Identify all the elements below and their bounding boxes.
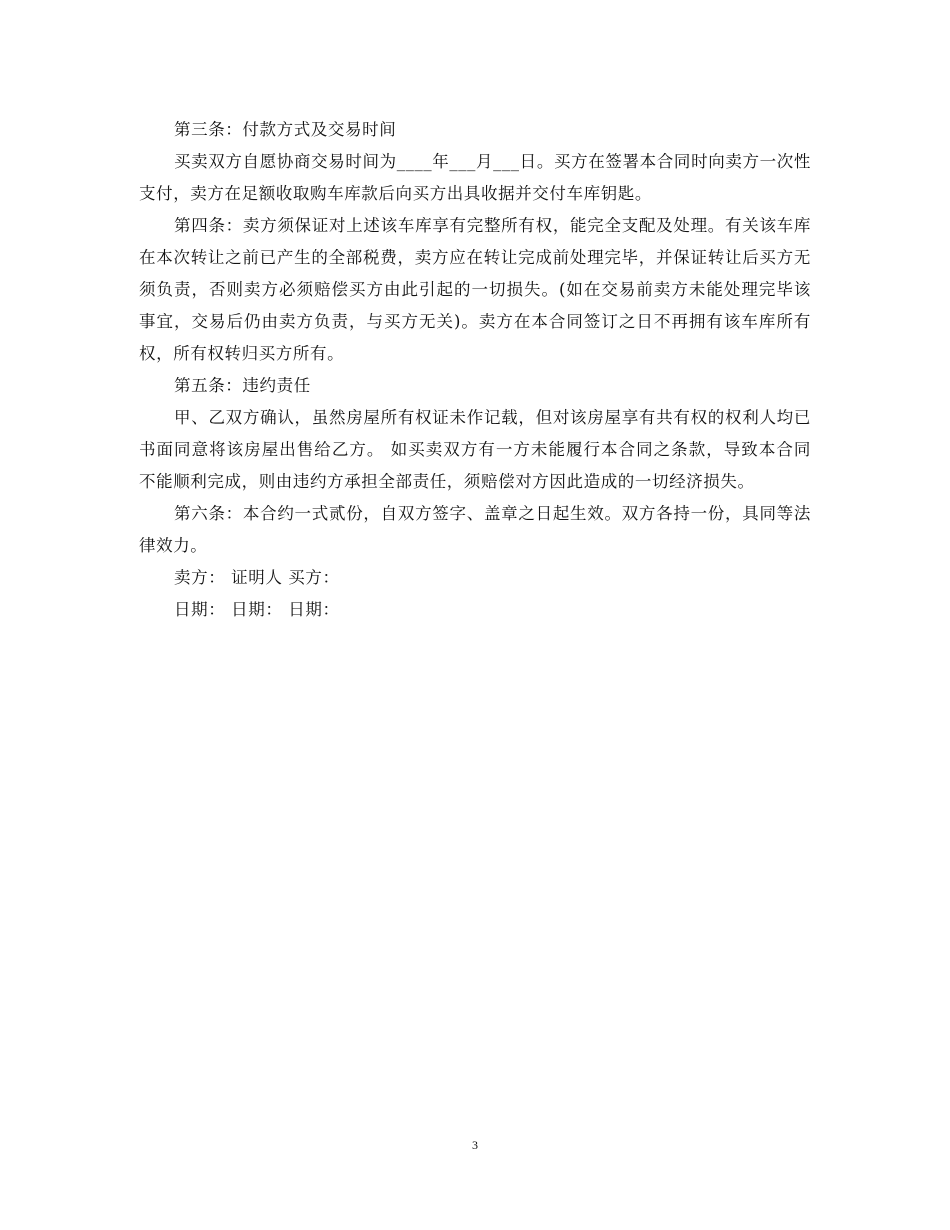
article-5-heading: 第五条：违约责任 bbox=[174, 376, 311, 395]
date-line: 日期： 日期： 日期： bbox=[174, 600, 340, 619]
article-4-body: 第四条：卖方须保证对上述该车库享有完整所有权，能完全支配及处理。有关该车库在本次转让之前已产生的全部税费，卖方应在转让完成前处理完毕，并保证转让后买方无须负责，否则卖方必须赔偿买方由此引起的一切损失。(如在交易前卖方未能处理完毕该事宜，交易后仍由卖方负责，与买方无关)。卖方在本合同签订之日不再拥有该车库所有权，所有权转归买方所有。 bbox=[139, 216, 811, 363]
article-6-body: 第六条：本合约一式贰份，自双方签字、盖章之日起生效。双方各持一份，具同等法律效力。 bbox=[139, 504, 811, 555]
article-3-body: 买卖双方自愿协商交易时间为____年___月___日。买方在签署本合同时向卖方一次性支付，卖方在足额收取购车库款后向买方出具收据并交付车库钥匙。 bbox=[139, 152, 811, 203]
article-3-heading: 第三条：付款方式及交易时间 bbox=[174, 120, 397, 139]
article-5-body: 甲、乙双方确认，虽然房屋所有权证未作记载，但对该房屋享有共有权的权利人均已书面同意将该房屋出售给乙方。 如买卖双方有一方未能履行本合同之条款，导致本合同不能顺利完成，则由违约方承担全部责任，须赔偿对方因此造成的一切经济损失。 bbox=[139, 408, 811, 491]
page-number: 3 bbox=[472, 1138, 478, 1152]
contract-body bbox=[139, 114, 811, 626]
signature-line: 卖方： 证明人 买方： bbox=[174, 568, 340, 587]
